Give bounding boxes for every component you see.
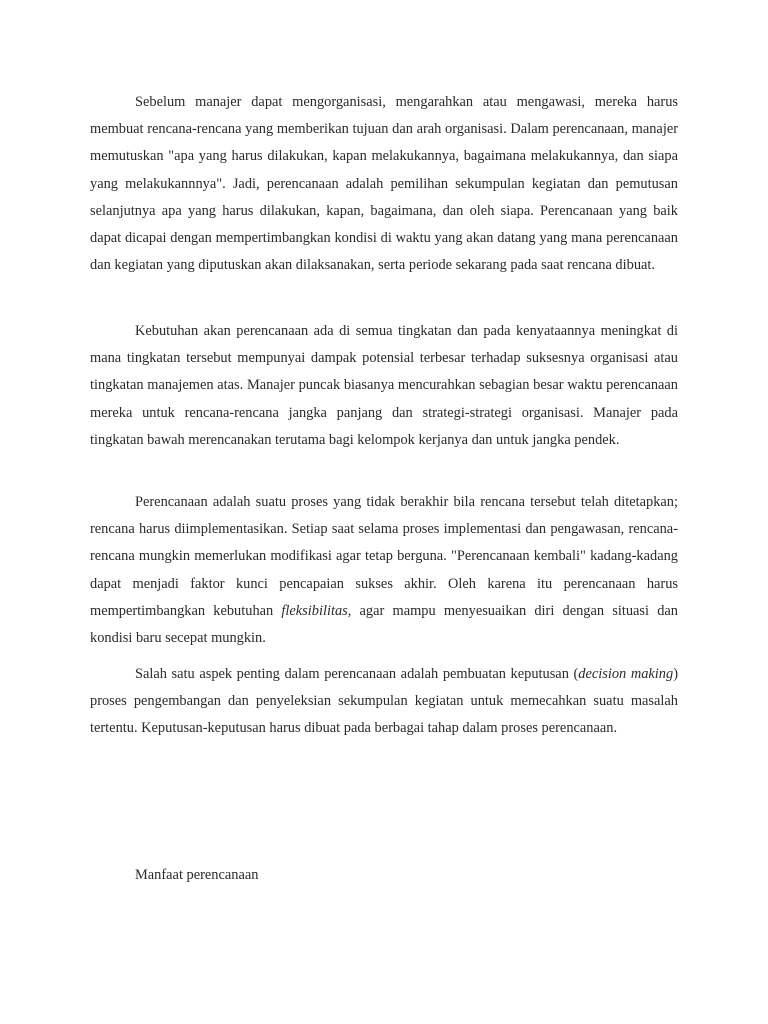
paragraph-planning-definition: Sebelum manajer dapat mengorganisasi, mengarahkan atau mengawasi, mereka harus membuat rencana-rencana yang memberikan tujuan dan arah organisasi. Dalam perencanaan, manajer memutuskan "apa yang harus dilakukan, kapan melakukannya, bagaimana melakukannya, dan siapa yang melakukannnya". Jadi, perencanaan adalah pemilihan sekumpulan kegiatan dan pemutusan selanjutnya apa yang harus dilakukan, kapan, bagaimana, dan oleh siapa. Perencanaan yang baik dapat dicapai dengan mempertimbangkan kondisi di waktu yang akan datang yang mana perencanaan dan kegiatan yang diputuskan akan dilaksanakan, serta periode sekarang pada saat rencana dibuat.: [90, 94, 678, 274]
paragraph-text: ) proses pengembangan dan penyeleksian sekumpulan kegiatan untuk memecahkan suatu masalah tertentu. Keputusan-keputusan harus dibuat pada berbagai tahap dalam proses perencanaan.: [90, 666, 678, 737]
paragraph-text: , agar mampu menyesuaikan diri dengan situasi dan kondisi baru secepat mungkin.: [90, 602, 678, 647]
paragraph-text: Salah satu aspek penting dalam perencanaan adalah pembuatan keputusan (: [135, 666, 579, 682]
paragraph-text: Perencanaan adalah suatu proses yang tidak berakhir bila rencana tersebut telah ditetapkan; rencana harus diimplementasikan. Setiap saat selama proses implementasi dan pengawasan, rencana-rencana mungkin memerlukan modifikasi agar tetap berguna. "Perencanaan kembali" kadang-kadang dapat menjadi faktor kunci pencapaian sukses akhir. Oleh karena itu perencanaan harus mempertimbangkan kebutuhan: [90, 494, 678, 619]
paragraph-planning-process: [90, 489, 678, 652]
italic-term: decision making: [578, 666, 674, 682]
paragraph-decision-making: [90, 661, 678, 743]
italic-term: fleksibilitas: [281, 602, 348, 619]
paragraph-planning-levels: Kebutuhan akan perencanaan ada di semua tingkatan dan pada kenyataannya meningkat di mana tingkatan tersebut mempunyai dampak potensial terbesar terhadap suksesnya organisasi atau tingkatan manajemen atas. Manajer puncak biasanya mencurahkan sebagian besar waktu perencanaan mereka untuk rencana-rencana jangka panjang dan strategi-strategi organisasi. Manajer pada tingkatan bawah merencanakan terutama bagi kelompok kerjanya dan untuk jangka pendek.: [90, 323, 678, 448]
section-heading: Manfaat perencanaan: [135, 867, 259, 883]
